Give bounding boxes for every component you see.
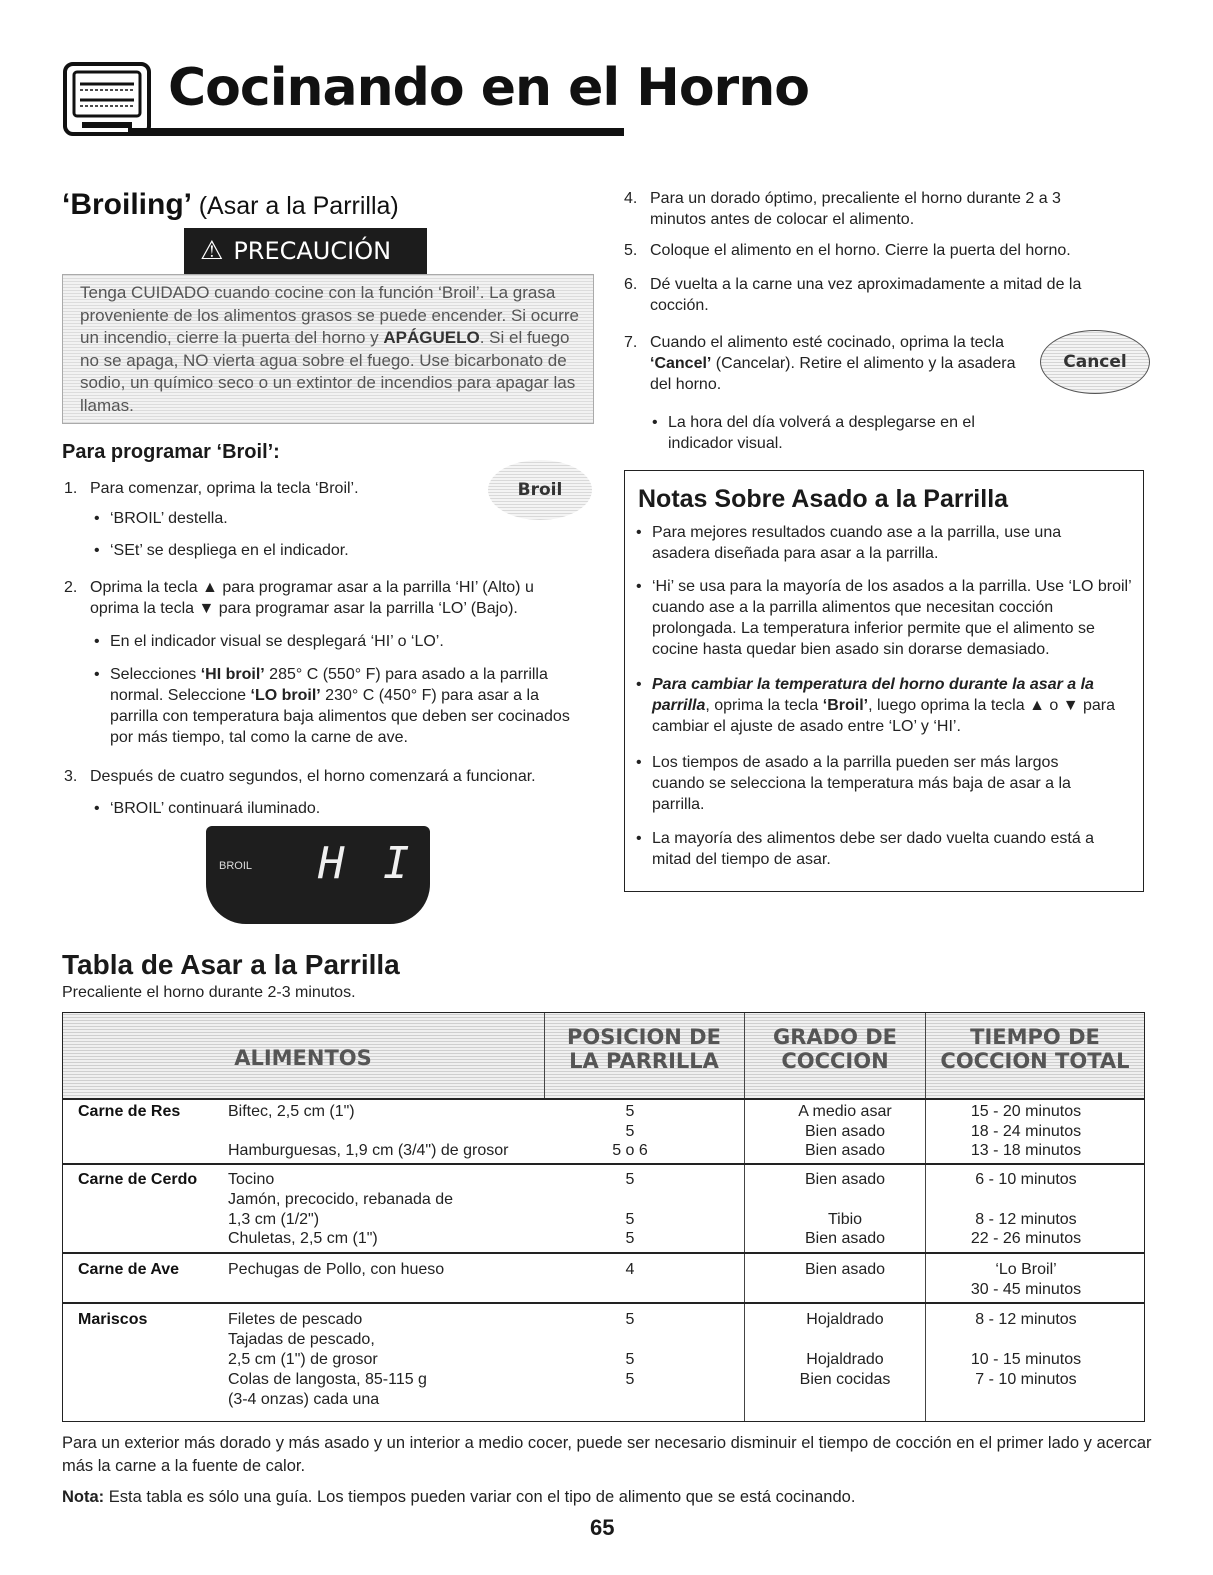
note-4-text: Los tiempos de asado a la parrilla pueden ser más largos cuando se selecciona la temperatura más baja de asar a la parrilla. [652,754,1071,813]
rack-cell: 5 [625,1371,635,1388]
doneness-cell: Tibio [827,1211,863,1228]
time-cell: 22 - 26 minutos [970,1230,1082,1247]
category-mariscos: Mariscos [78,1311,148,1328]
time-cell: ‘Lo Broil’ [995,1261,1057,1278]
step-7-bullet-1-text: La hora del día volverá a desplegarse en el indicador visual. [668,414,975,452]
doneness-cell: Bien asado [804,1230,886,1247]
food-cell: Chuletas, 2,5 cm (1") [228,1230,378,1247]
category-ave: Carne de Ave [78,1261,180,1278]
note-text: Esta tabla es sólo una guía. Los tiempos pueden variar con el tipo de alimento que se está cocinando. [104,1488,856,1506]
food-cell: Colas de langosta, 85-115 g [228,1371,427,1388]
food-cell: Pechugas de Pollo, con hueso [228,1261,445,1278]
cancel-key-icon: Cancel [1040,330,1150,394]
step-1-text: Para comenzar, oprima la tecla ‘Broil’. [90,480,359,497]
step-2-bullet-2-c: 230° C (450° F) para asar a la parrilla con temperatura baja alimentos que deben ser cocinados por más tiempo, tal como la carne de ave. [110,687,570,746]
food-cell: Tajadas de pescado, [228,1331,375,1348]
note-3-a: , oprima la tecla [705,697,823,714]
food-cell: (3-4 onzas) cada una [228,1391,380,1408]
note-label: Nota: [62,1488,105,1506]
display-value: H I [318,838,416,889]
step-2-bullet-1: • En el indicador visual se desplegará ‘HI’ o ‘LO’. [94,633,444,650]
rack-cell: 5 [625,1230,635,1247]
note-1: • Para mejores resultados cuando ase a la parrilla, use una asadera diseñada para asar a la parrilla. [636,524,1062,562]
time-cell: 8 - 12 minutos [975,1211,1077,1228]
row-divider [63,1098,1144,1100]
display-label: BROIL [219,860,253,872]
header-food: ALIMENTOS [234,1046,372,1070]
food-cell: Hamburguesas, 1,9 cm (3/4") de grosor [228,1142,509,1159]
step-1-bullet-2: • ‘SEt’ se despliega en el indicador. [94,542,349,559]
table-subtitle: Precaliente el horno durante 2-3 minutos. [62,984,356,1001]
step-7-cancel: ‘Cancel’ [650,355,712,372]
note-2-text: ‘Hi’ se usa para la mayoría de los asados a la parrilla. Use ‘LO broil’ cuando ase a la parrilla alimentos que necesitan cocción prolongada. La temperatura inferior permite que el alimento se cocine hasta quedar bien asado sin dorarse demasiado. [652,578,1132,658]
note-3-emphasis: Para cambiar la temperatura del horno durante la asar a la parrilla [652,676,1094,714]
step-7-text [650,332,1040,395]
step-5-text: Coloque el alimento en el horno. Cierre la puerta del horno. [650,242,1071,259]
doneness-cell: Bien asado [804,1171,886,1188]
food-cell: 2,5 cm (1") de grosor [228,1351,378,1368]
row-divider [63,1302,1144,1304]
header-time-2: COCCION TOTAL [940,1049,1130,1073]
food-cell: Jamón, precocido, rebanada de [228,1191,454,1208]
note-5-text: La mayoría des alimentos debe ser dado vuelta cuando está a mitad del tiempo de asar. [652,830,1095,868]
food-cell: 1,3 cm (1/2") [228,1211,320,1228]
caution-banner [184,228,427,274]
step-2-text: Oprima la tecla ▲ para programar asar a la parrilla ‘HI’ (Alto) u oprima la tecla ▼ para programar asar la parrilla ‘LO’ (Bajo). [90,579,534,617]
step-7-bullet-1: • La hora del día volverá a desplegarse en el indicador visual. [652,414,975,452]
note-3-broil: ‘Broil’ [822,697,869,714]
rack-cell: 5 o 6 [612,1142,648,1159]
step-7-text-b: (Cancelar). Retire el alimento y la asadera del horno. [650,355,1016,393]
step-2-bullet-2-a: Selecciones [110,666,201,683]
step-1-bullet-2-text: ‘SEt’ se despliega en el indicador. [110,542,349,559]
header-rack-1: POSICION DE [567,1025,721,1049]
step-2-number: 2. [64,579,78,596]
step-2-hi-broil: ‘HI broil’ [200,666,265,683]
page-title: Cocinando en el Horno [168,58,809,118]
category-cerdo: Carne de Cerdo [78,1171,198,1188]
table-title: Tabla de Asar a la Parrilla [62,949,400,980]
rack-cell: 5 [625,1351,635,1368]
page-number: 65 [590,1515,615,1540]
category-res: Carne de Res [78,1103,181,1120]
step-7-text-a: Cuando el alimento esté cocinado, oprima la tecla [650,334,1004,351]
rack-cell: 5 [625,1171,635,1188]
time-cell: 8 - 12 minutos [975,1311,1077,1328]
caution-label: PRECAUCIÓN [233,237,392,265]
warning-icon: ⚠ [200,236,224,266]
title-rule [128,128,624,136]
footnote: Para un exterior más dorado y más asado y un interior a medio cocer, puede ser necesario disminuir el tiempo de cocción en el primer lado y acercar más la carne a la fuente de calor. [62,1434,1152,1475]
step-2-bullet-2: • Selecciones ‘HI broil’ 285° C (550° F) para asado a la parrilla normal. Seleccione ‘LO broil’ 230° C (450° F) para asar a la parrilla con temperatura baja alimentos que deben ser cocinados por más tiempo, tal como la carne de ave. [94,666,570,746]
row-divider [63,1252,1144,1254]
step-6-number: 6. [624,276,638,293]
time-cell: 7 - 10 minutos [975,1371,1077,1388]
step-5-number: 5. [624,242,638,259]
note-1-text: Para mejores resultados cuando ase a la parrilla, use una asadera diseñada para asar a la parrilla. [652,524,1062,562]
program-heading: Para programar ‘Broil’: [62,441,280,463]
rack-cell: 5 [625,1211,635,1228]
doneness-cell: Bien asado [804,1123,886,1140]
rack-cell: 5 [625,1311,635,1328]
doneness-cell: Bien asado [804,1142,886,1159]
step-3-number: 3. [64,768,78,785]
note-2: • ‘Hi’ se usa para la mayoría de los asados a la parrilla. Use ‘LO broil’ cuando ase a la parrilla alimentos que necesitan cocción prolongada. La temperatura inferior permite que el alimento se cocine hasta quedar bien asado sin dorarse demasiado. [636,578,1132,658]
note-4: • Los tiempos de asado a la parrilla pueden ser más largos cuando se selecciona la temperatura más baja de asar a la parrilla. [636,754,1071,813]
step-7-number: 7. [624,334,638,351]
rack-cell: 5 [625,1123,635,1140]
step-2-bullet-2-b: 285° C (550° F) para asado a la parrilla normal. Seleccione [110,666,548,704]
step-6-text: Dé vuelta a la carne una vez aproximadamente a mitad de la cocción. [650,276,1082,314]
time-cell: 18 - 24 minutos [970,1123,1082,1140]
step-1-number: 1. [64,480,78,497]
caution-text [80,282,580,417]
time-cell: 6 - 10 minutos [975,1171,1077,1188]
notes-heading: Notas Sobre Asado a la Parrilla [638,485,1009,513]
caution-text-pre: Tenga CUIDADO cuando cocine con la función ‘Broil’. La grasa proveniente de los alimentos grasos se puede encender. Si ocurre un incendio, cierre la puerta del horno y [80,283,579,347]
header-time-1: TIEMPO DE [970,1025,1100,1049]
step-1-bullet-1-text: ‘BROIL’ destella. [110,510,228,527]
step-3-text: Después de cuatro segundos, el horno comenzará a funcionar. [90,768,536,785]
note-5: • La mayoría des alimentos debe ser dado vuelta cuando está a mitad del tiempo de asar. [636,830,1095,868]
time-cell: 30 - 45 minutos [970,1281,1082,1298]
rack-cell: 4 [625,1261,635,1278]
doneness-cell: Bien cocidas [799,1371,891,1388]
caution-text-post: . Si el fuego no se apaga, NO vierta agua sobre el fuego. Use bicarbonato de sodio, un químico seco o un extintor de incendios para apagar las llamas. [80,328,576,415]
broiling-heading [62,185,399,226]
doneness-cell: Bien asado [804,1261,886,1278]
food-cell: Tocino [228,1171,275,1188]
header-rack-2: LA PARRILLA [569,1049,719,1073]
step-4-number: 4. [624,190,638,207]
doneness-cell: A medio asar [798,1103,892,1120]
food-cell: Biftec, 2,5 cm (1") [228,1103,355,1120]
broiling-title: ‘Broiling’ [62,188,191,221]
time-cell: 13 - 18 minutos [970,1142,1082,1159]
rack-cell: 5 [625,1103,635,1120]
header-done-2: COCCION [781,1049,889,1073]
row-divider [63,1163,1144,1165]
doneness-cell: Hojaldrado [806,1311,884,1328]
doneness-cell: Hojaldrado [806,1351,884,1368]
time-cell: 10 - 15 minutos [970,1351,1082,1368]
note-3: • Para cambiar la temperatura del horno durante la asar a la parrilla, oprima la tecla ‘Broil’, luego oprima la tecla ▲ o ▼ para cambiar el ajuste de asado entre ‘LO’ y ‘HI’. [636,676,1115,735]
step-3-bullet-1: • ‘BROIL’ continuará iluminado. [94,800,321,817]
header-divider [544,1013,545,1099]
step-2-lo-broil: ‘LO broil’ [250,687,321,704]
step-1-bullet-1: • ‘BROIL’ destella. [94,510,228,527]
step-4-text: Para un dorado óptimo, precaliente el horno durante 2 a 3 minutos antes de colocar el alimento. [650,190,1061,228]
step-3-bullet-1-text: ‘BROIL’ continuará iluminado. [110,800,321,817]
time-cell: 15 - 20 minutos [970,1103,1082,1120]
broiling-subtitle: (Asar a la Parrilla) [198,192,399,220]
broil-key-icon: Broil [488,460,592,520]
note-line [62,1487,855,1508]
header-done-1: GRADO DE [772,1025,898,1049]
note-3-b: , luego oprima la tecla ▲ o ▼ para cambiar el ajuste de asado entre ‘LO’ y ‘HI’. [652,697,1115,735]
caution-text-bold: APÁGUELO [383,328,480,347]
food-cell: Filetes de pescado [228,1311,363,1328]
oven-icon [62,60,152,138]
step-2-bullet-1-text: En el indicador visual se desplegará ‘HI’ o ‘LO’. [110,633,444,650]
